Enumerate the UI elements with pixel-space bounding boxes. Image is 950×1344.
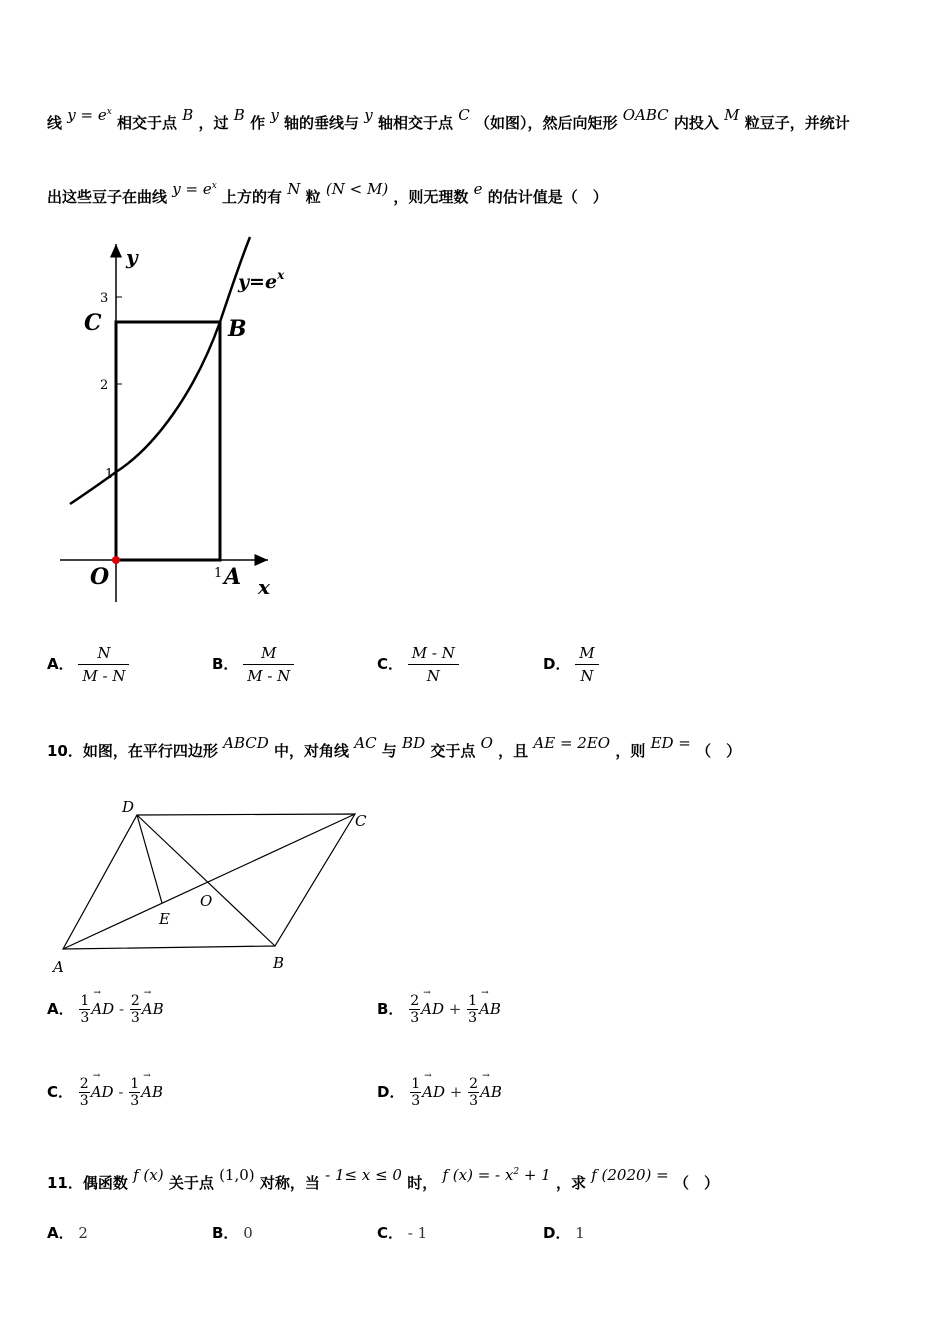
coef: $\frac{2}{3}$ [410,993,420,1026]
point-O: O [90,564,110,590]
diagonal-BD [137,815,275,946]
text: ，求 [555,1174,586,1192]
option-label: C． [377,1224,404,1242]
q11-stem [47,1166,719,1193]
option-value: - 1 [407,1224,428,1242]
math-C: C [458,106,470,124]
text: 相交于点 [117,114,178,132]
fraction: $\frac{M}{M - N}$ [243,644,294,685]
q9-option-a[interactable] [47,644,129,685]
text: 对称，当 [259,1174,320,1192]
text: ，则 [615,742,646,760]
point-A: A [224,564,242,590]
q11-option-a[interactable] [47,1222,88,1243]
math-N-lt-M: (N < M) [325,180,389,198]
option-label: B． [212,655,239,673]
text: 上方的有 [222,188,283,206]
text: 轴相交于点 [378,114,454,132]
math-B: B [182,106,194,124]
vector-arrow-icon: → [93,988,101,998]
option-label: A． [47,655,74,673]
origin-dot [112,556,120,564]
vector-arrow-icon: → [481,988,489,998]
text: （ ） [696,742,742,760]
option-label: B． [377,1000,404,1018]
math-f2020: f (2020) = [591,1166,669,1184]
q10-option-a[interactable] [47,988,164,1026]
text: 粒 [305,188,321,206]
vector: AD → [90,1071,114,1101]
operator: + [448,1000,462,1018]
text: 交于点 [430,742,476,760]
q9-option-c[interactable] [377,644,459,685]
option-label: C． [47,1083,74,1101]
option-label: D． [543,655,571,673]
q11-option-b[interactable] [212,1222,253,1243]
point-E: E [159,910,170,928]
text: ，且 [498,742,529,760]
option-label: C． [377,655,404,673]
q9-line-2 [47,180,608,207]
q10-option-b[interactable] [377,988,501,1026]
math-interval: - 1≤ x ≤ 0 [325,1166,402,1184]
text: ，过 [198,114,229,132]
point-D: D [122,798,135,816]
q10-option-c[interactable] [47,1071,163,1109]
point-B: B [228,316,247,342]
vector-arrow-icon: → [482,1071,490,1081]
math-ED: ED = [650,734,691,752]
vector-arrow-icon: → [423,988,431,998]
q10-stem [47,734,742,761]
fraction: $\frac{M}{N}$ [575,644,598,685]
option-value: 0 [243,1224,253,1242]
math-y: y [364,106,373,124]
tick-label-x1: 1 [214,566,223,581]
option-label: A． [47,1000,74,1018]
coef: $\frac{2}{3}$ [130,993,140,1026]
text: 内投入 [673,114,719,132]
math-y: y [270,106,279,124]
coef: $\frac{1}{3}$ [468,993,478,1026]
math-B: B [233,106,245,124]
coef: $\frac{2}{3}$ [469,1076,479,1109]
text: 10．如图，在平行四边形 [47,742,218,760]
vector-arrow-icon: → [143,1071,151,1081]
vector-arrow-icon: → [92,1071,101,1081]
label-x: x [258,575,270,599]
operator: + [449,1083,463,1101]
text: （ ） [673,1174,719,1192]
point-O: O [200,892,213,910]
option-value: 1 [575,1224,585,1242]
coef: $\frac{1}{3}$ [80,993,90,1026]
fraction: $\frac{N}{M - N}$ [78,644,129,685]
math-point: (1,0) [219,1166,255,1184]
vector: AD → [422,1071,446,1101]
point-A: A [53,958,64,976]
text: 11．偶函数 [47,1174,128,1192]
vector: AB → [141,1071,163,1101]
vector: AB → [480,1071,502,1101]
segment-DE [137,815,162,903]
math-AC: AC [354,734,377,752]
math-e: e [473,180,483,198]
math-BD: BD [402,734,426,752]
operator: - [118,1000,125,1018]
option-label: B． [212,1224,239,1242]
vector: AD → [421,988,444,1018]
q10-figure [45,792,385,982]
text: 与 [381,742,397,760]
math-y-ex: $y = e^x$ [172,180,217,198]
option-value: 2 [78,1224,88,1242]
q11-option-c[interactable] [377,1222,427,1243]
fraction: $\frac{M - N}{N}$ [408,644,459,685]
q9-option-d[interactable] [543,644,599,685]
option-label: A． [47,1224,74,1242]
point-B: B [273,954,285,972]
q9-option-b[interactable] [212,644,294,685]
math-O: O [480,734,493,752]
q9-line-1 [47,106,850,133]
q11-option-d[interactable] [543,1222,585,1243]
tick-label-1: 1 [105,467,114,482]
label-y: y [126,245,138,269]
curve-exp [70,237,250,504]
q10-option-d[interactable] [377,1071,502,1109]
math-fx: f (x) [133,1166,164,1184]
text: 作 [250,114,266,132]
math-fx-def: f (x) = - $x^2 + 1$ [442,1166,551,1184]
math-OABC: OABC [622,106,669,124]
option-label: D． [543,1224,571,1242]
text: 线 [47,114,63,132]
text: （如图），然后向矩形 [474,114,618,132]
curve-label: $y=e^x$ [238,268,285,293]
text: 出这些豆子在曲线 [47,188,168,206]
point-C: C [355,812,367,830]
math-ABCD: ABCD [223,734,269,752]
vector-arrow-icon: → [424,1071,432,1081]
tick-label-3: 3 [100,291,109,306]
text: 粒豆子，并统计 [744,114,850,132]
text: 中，对角线 [274,742,350,760]
math-N: N [287,180,301,198]
vector: AB → [141,988,164,1018]
math-y-ex: $y = e^x$ [67,106,112,124]
text: 时， [407,1174,438,1192]
vector-arrow-icon: → [143,988,152,998]
vector: AB → [479,988,501,1018]
text: ，则无理数 [393,188,469,206]
vector: AD → [91,988,115,1018]
option-label: D． [377,1083,405,1101]
tick-label-2: 2 [100,378,109,393]
text: 的估计值是（ ） [487,188,608,206]
text: 轴的垂线与 [284,114,360,132]
text: 关于点 [168,1174,214,1192]
coef: $\frac{1}{3}$ [411,1076,421,1109]
coef: $\frac{2}{3}$ [79,1076,89,1109]
math-M: M [724,106,740,124]
diagonal-AC [63,814,355,949]
operator: - [118,1083,124,1101]
coef: $\frac{1}{3}$ [130,1076,140,1109]
point-C: C [84,310,102,336]
math-AE-2EO: AE = 2EO [533,734,611,752]
q9-figure [60,232,320,612]
